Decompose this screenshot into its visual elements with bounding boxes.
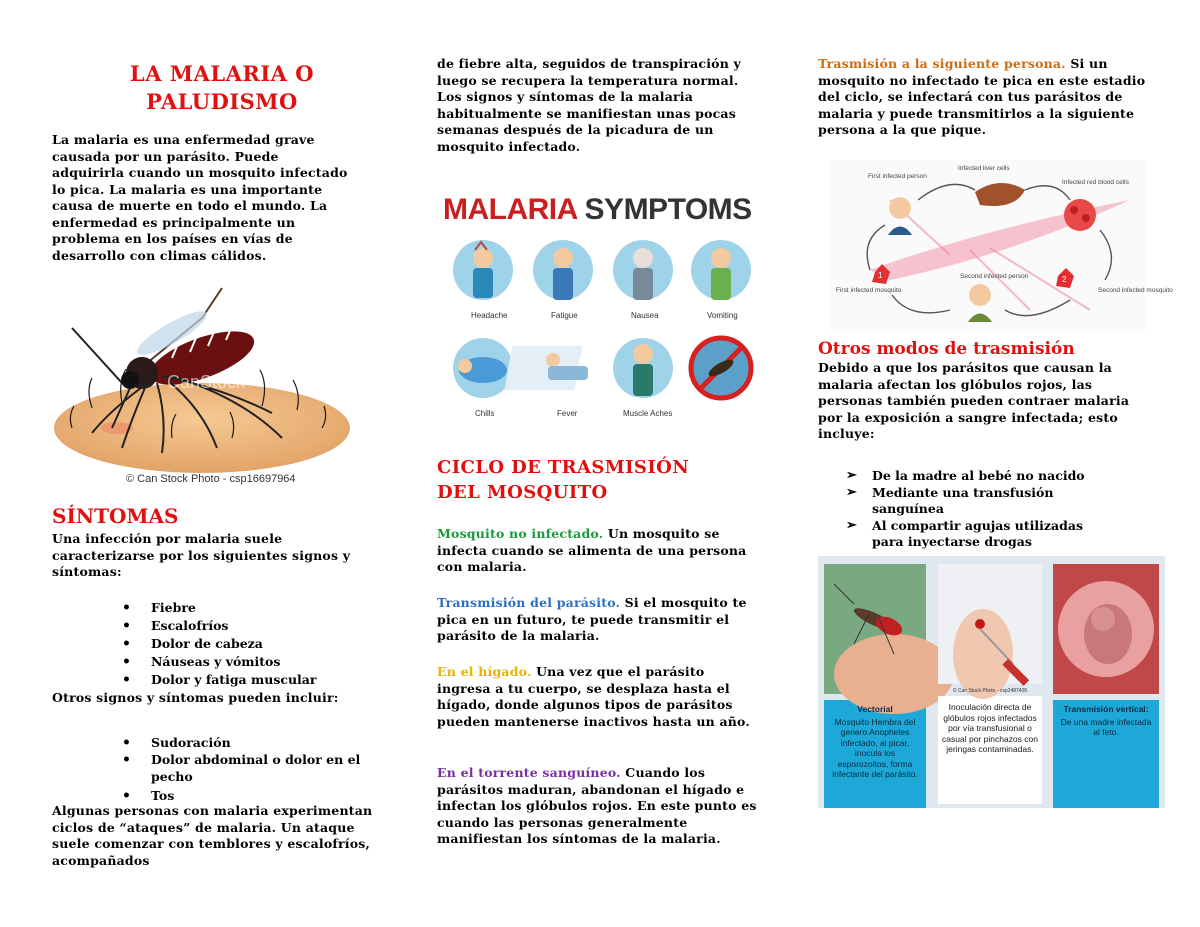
cycle-title [437, 455, 689, 505]
label-vomiting: Vomiting [707, 311, 738, 320]
poster-title [443, 192, 753, 228]
headache-figure [453, 240, 513, 300]
list-item: • Dolor y fatiga muscular [52, 671, 382, 689]
step-liver [437, 664, 762, 730]
other-symptoms-list [52, 734, 382, 805]
cycle-title-line2: DEL MOSQUITO [437, 482, 608, 503]
image-watermark: CanStock [167, 372, 246, 392]
list-item: • Tos [52, 787, 382, 805]
fatigue-figure [533, 240, 593, 300]
panel-box [824, 700, 926, 808]
cycle-title-line1: CICLO DE TRASMISIÓN [437, 457, 690, 478]
panel-box [1053, 700, 1159, 808]
badge-2: 2 [1062, 275, 1067, 284]
mosquito-image [52, 288, 352, 488]
no-mosquito-icon [691, 338, 751, 398]
label-rbc: Infected red blood cells [1062, 179, 1129, 186]
list-item: ➢ Mediante una transfusión sanguínea [818, 485, 1118, 518]
poster-title-a: MALARIA [443, 193, 585, 226]
main-title-line2: PALUDISMO [146, 89, 298, 114]
main-title [92, 60, 352, 116]
modes-list [818, 468, 1118, 551]
step-text: Si el mosquito te pica en un futuro, te puede transmitir el parásito de la malaria. [437, 595, 747, 643]
list-item: • Dolor de cabeza [52, 635, 382, 653]
other-modes-title: Otros modos de trasmisión [818, 339, 1075, 359]
fetus-photo [1053, 564, 1159, 694]
other-symptoms-intro: Otros signos y síntomas pueden incluir: [52, 690, 339, 705]
syringe-photo [938, 564, 1042, 684]
nausea-figure [613, 240, 673, 300]
mosquito-on-skin-illustration [52, 288, 352, 463]
fever-figure [504, 346, 588, 390]
panel-title: Transmisión vertical: [1063, 704, 1149, 714]
label-headache: Headache [471, 311, 508, 320]
attacks-paragraph: Algunas personas con malaria experimentan ciclos de “ataques” de malaria. Un ataque suele comenzar con temblores y escalofríos, acompañados [52, 803, 373, 868]
label-first-mosquito: First infected mosquito [836, 287, 902, 294]
list-item: • Dolor abdominal o dolor en el pecho [52, 752, 382, 785]
list-item: • Escalofríos [52, 617, 382, 635]
symptoms-intro: Una infección por malaria suele caracterizarse por los siguientes signos y síntomas: [52, 531, 351, 579]
panel-vectorial [824, 564, 926, 804]
step-bloodstream [437, 765, 762, 848]
next-person-paragraph [818, 56, 1148, 139]
step-heading: Mosquito no infectado. [437, 526, 604, 541]
cycle-diagram-svg [830, 160, 1173, 332]
list-item: • Sudoración [52, 734, 382, 752]
red-blood-cells-icon [1064, 199, 1096, 231]
vomiting-figure [691, 240, 751, 300]
panel-text: De una madre infectada al feto. [1060, 716, 1152, 737]
chills-figure [453, 338, 513, 398]
transmission-panels [818, 556, 1165, 808]
symptoms-poster [443, 192, 753, 437]
label-liver: Infected liver cells [958, 165, 1010, 172]
image-caption: © Can Stock Photo - csp16697964 [126, 473, 296, 485]
panel-box [938, 696, 1042, 804]
step-heading: Transmisión del parásito. [437, 595, 621, 610]
panel-transfusion [938, 564, 1042, 804]
badge-1: 1 [878, 271, 883, 280]
intro-paragraph: La malaria es una enfermedad grave causada por un parásito. Puede adquirirla cuando un mosquito infectado lo pica. La malaria es una importante causa de muerte en todo el mundo. La enfermedad es principalmente un problema en los países en vías de desarrollo con climas cálidos. [52, 132, 348, 263]
list-item: ➢ Al compartir agujas utilizadas para inyectarse drogas [818, 518, 1118, 551]
label-second-person: Second infected person [960, 273, 1029, 280]
symptoms-title: SÍNTOMAS [52, 504, 179, 528]
step-text: Una vez que el parásito ingresa a tu cuerpo, se desplaza hasta el hígado, donde algunos tipos de parásitos pueden mantenerse inactivos hasta un año. [437, 664, 750, 729]
label-nausea: Nausea [631, 311, 659, 320]
step-text: Si un mosquito no infectado te pica en este estadio del ciclo, se infectará con tus parásitos de malaria y puede transmitirlos a la siguiente persona a la que pique. [818, 56, 1146, 137]
label-fever: Fever [557, 409, 578, 418]
label-second-mosquito: Second infected mosquito [1098, 287, 1173, 294]
list-item: • Fiebre [52, 599, 382, 617]
other-modes-intro: Debido a que los parásitos que causan la malaria afectan los glóbulos rojos, las personas también pueden contraer malaria por la exposición a sangre infectada; esto incluye: [818, 360, 1130, 441]
panel-vertical [1053, 564, 1159, 804]
symptom-figures [443, 228, 753, 428]
panel-title: Vectorial [857, 704, 893, 714]
step-heading: Trasmisión a la siguiente persona. [818, 56, 1066, 71]
panel-text: Mosquito Hembra del genero Anopheles infectado, al picar, inocula los esporozoitos, forma infectante del parásito. [832, 716, 918, 779]
step-uninfected-mosquito [437, 526, 762, 576]
transmission-cycle-diagram [830, 160, 1173, 332]
step-parasite-transmission [437, 595, 762, 645]
symptoms-list [52, 599, 382, 689]
label-muscle-aches: Muscle Aches [623, 409, 673, 418]
poster-title-b: SYMPTOMS [584, 193, 752, 226]
panel-credit: © Can Stock Photo - csp2487405 [952, 688, 1028, 694]
label-chills: Chills [475, 409, 495, 418]
muscle-aches-figure [613, 338, 673, 398]
step-text: Un mosquito se infecta cuando se alimenta de una persona con malaria. [437, 526, 747, 574]
panel-text: Inoculación directa de glóbulos rojos infectados por vía transfusional o casual por pinchazos con jeringas contaminadas. [942, 702, 1038, 754]
step-heading: En el hígado. [437, 664, 532, 679]
label-first-person: First infected person [868, 173, 927, 180]
step-heading: En el torrente sanguíneo. [437, 765, 621, 780]
continuation-paragraph: de fiebre alta, seguidos de transpiración y luego se recupera la temperatura normal. Los signos y síntomas de la malaria habitualmente se manifiestan unas pocas semanas después de la picadura de un mosquito infectado. [437, 56, 742, 154]
list-item: ➢ De la madre al bebé no nacido [818, 468, 1118, 485]
list-item: • Náuseas y vómitos [52, 653, 382, 671]
step-text: Cuando los parásitos maduran, abandonan el hígado e infectan los glóbulos rojos. En este punto es cuando las personas generalmente manifiestan los síntomas de la malaria. [437, 765, 757, 846]
main-title-line1: LA MALARIA O [129, 61, 315, 86]
label-fatigue: Fatigue [551, 311, 578, 320]
mosquito-bite-photo [824, 564, 926, 694]
